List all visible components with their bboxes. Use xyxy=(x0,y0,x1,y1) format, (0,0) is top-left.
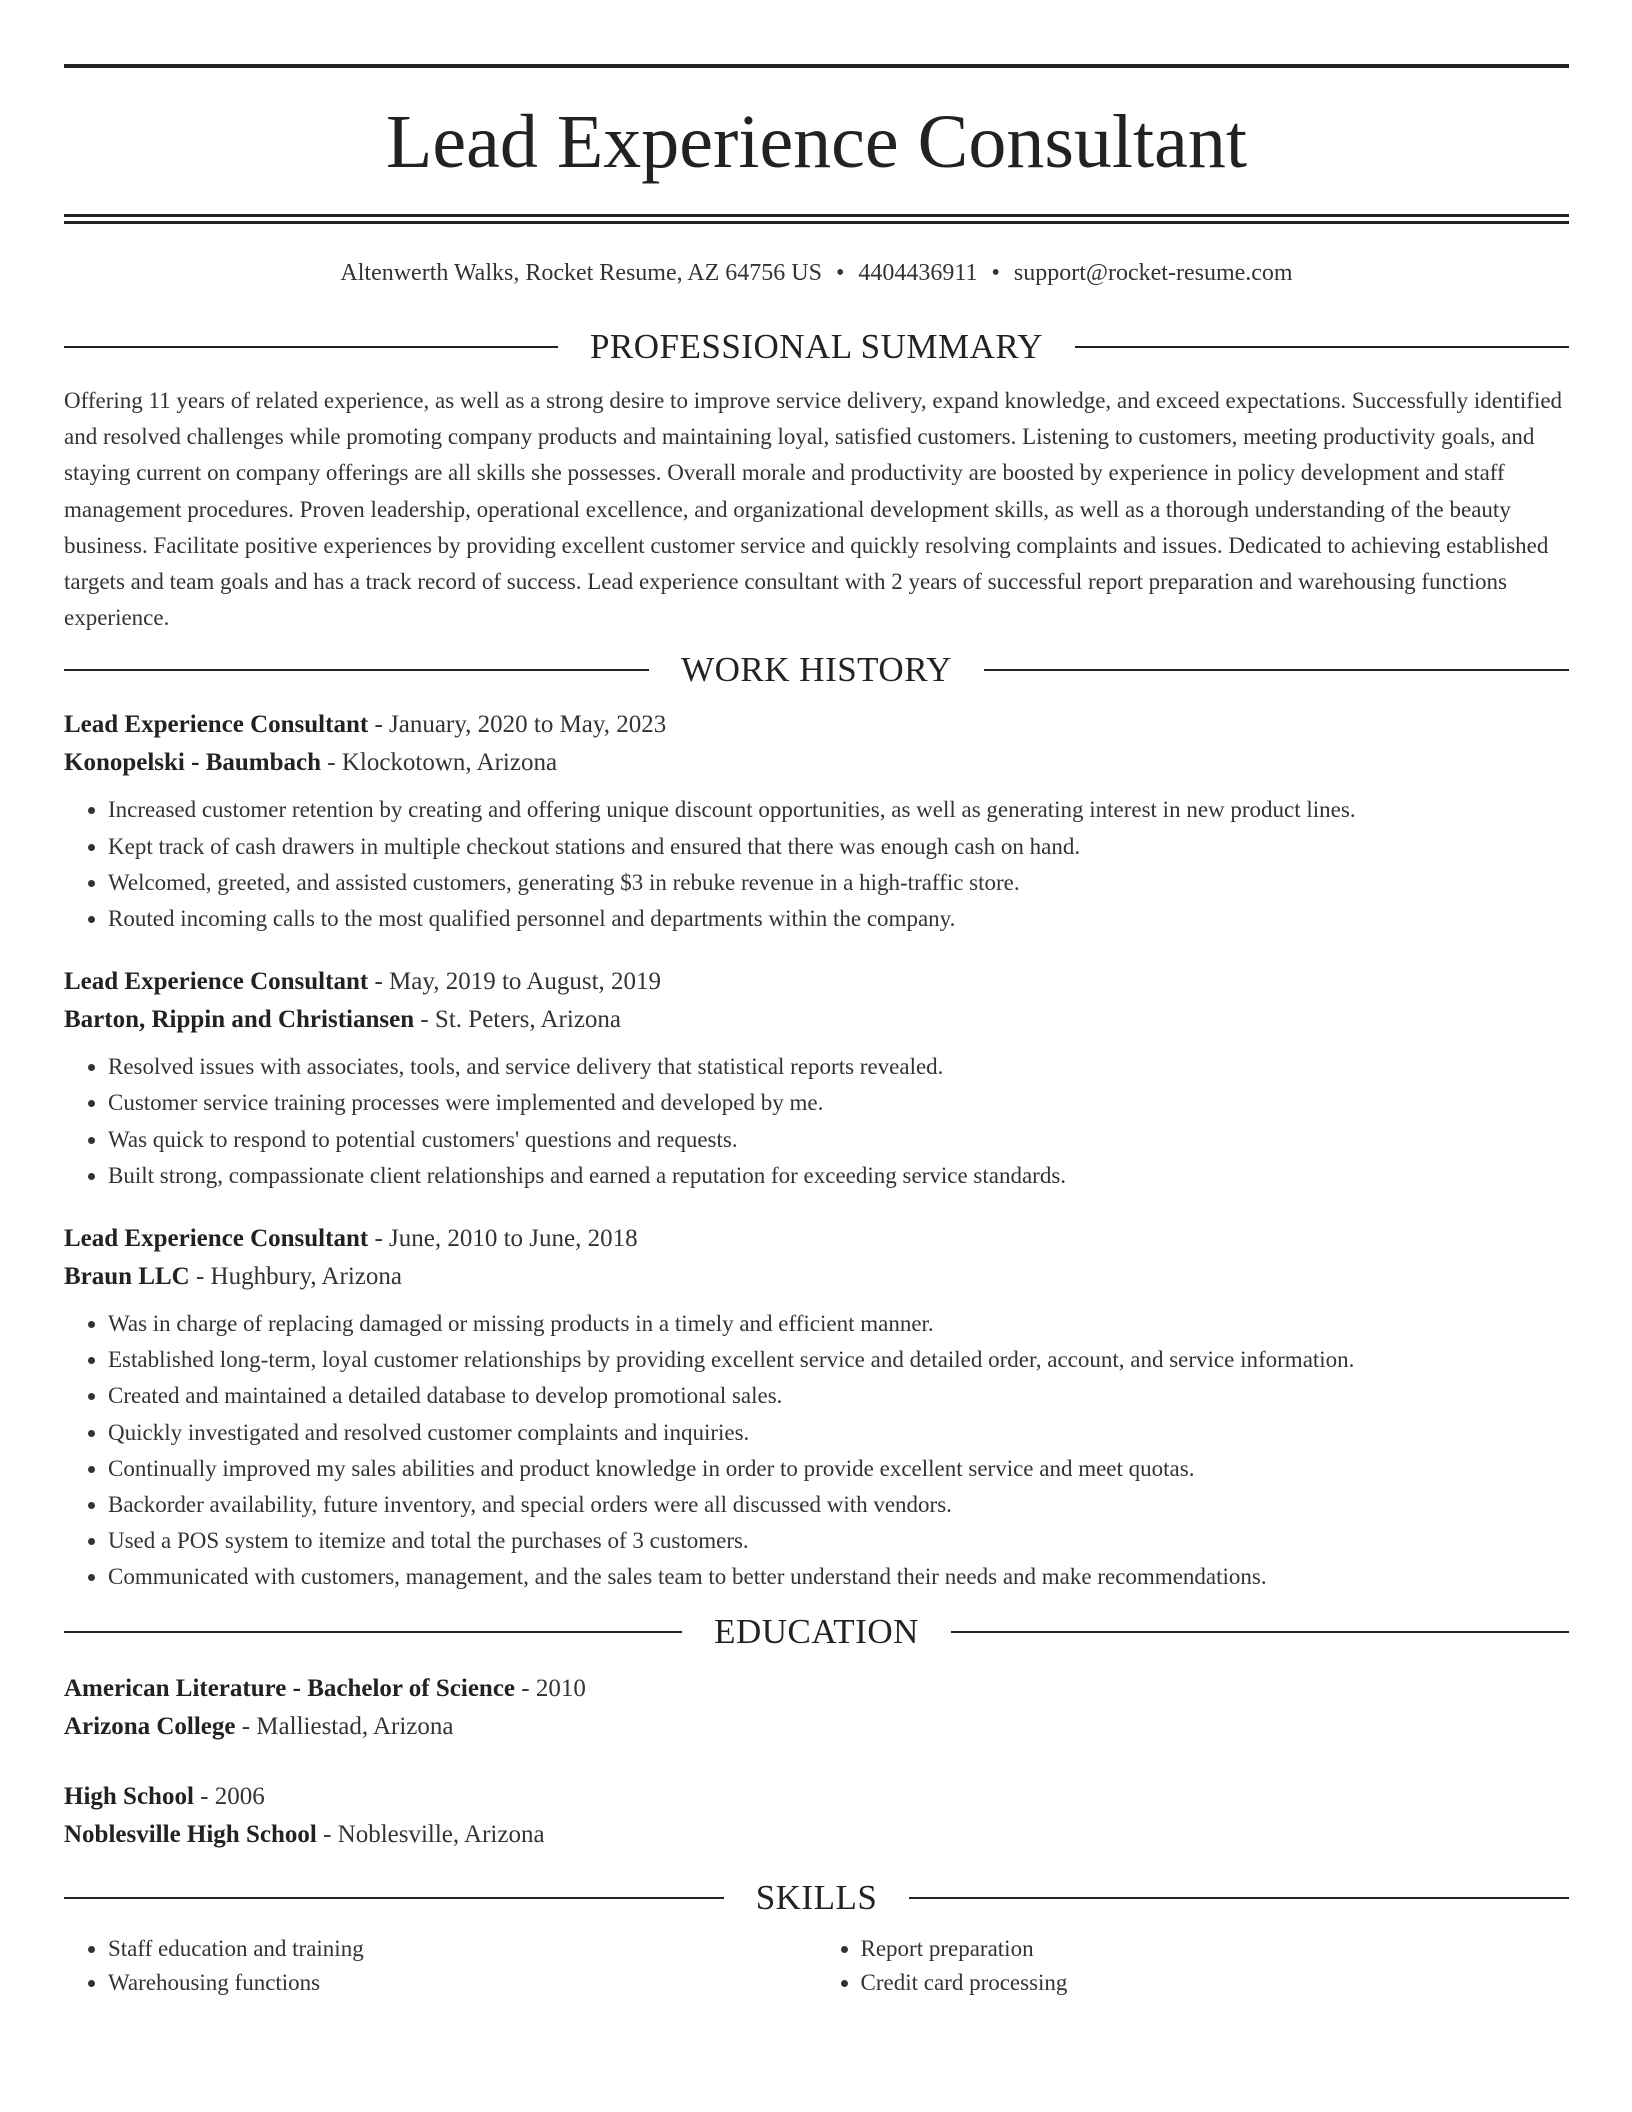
section-heading-education xyxy=(64,1610,1569,1654)
education-entry xyxy=(64,1778,1569,1854)
skills-list xyxy=(64,1932,1569,2000)
list-item: • Created and maintained a detailed database to develop promotional sales. xyxy=(108,1378,1569,1414)
job-company: Barton, Rippin and Christiansen xyxy=(64,1006,415,1034)
job-entry xyxy=(64,963,1569,1194)
list-item: • Backorder availability, future inventory, and special orders were all discussed with vendors. xyxy=(108,1487,1569,1523)
list-item: • Was quick to respond to potential customers' questions and requests. xyxy=(108,1122,1569,1158)
section-title: WORK HISTORY xyxy=(681,650,952,690)
section-heading-work xyxy=(64,648,1569,692)
list-item: • Staff education and training xyxy=(108,1932,817,1966)
list-item: • Quickly investigated and resolved customer complaints and inquiries. xyxy=(108,1415,1569,1451)
list-item: • Built strong, compassionate client relationships and earned a reputation for exceeding service standards. xyxy=(108,1158,1569,1194)
section-title: SKILLS xyxy=(755,1877,878,1917)
section-heading-skills xyxy=(64,1876,1569,1920)
job-company-line xyxy=(64,1001,1569,1039)
job-bullets xyxy=(64,792,1569,937)
candidate-name: Lead Experience Consultant xyxy=(385,100,1247,184)
job-location: - Hughbury, Arizona xyxy=(189,1263,402,1291)
job-title: Lead Experience Consultant xyxy=(64,968,369,996)
school-line xyxy=(64,1816,1569,1854)
contact-line xyxy=(64,260,1569,287)
job-title-line xyxy=(64,706,1569,744)
job-bullets xyxy=(64,1049,1569,1194)
job-company: Konopelski - Baumbach xyxy=(64,749,322,777)
job-bullets xyxy=(64,1306,1569,1596)
job-title-line xyxy=(64,1220,1569,1258)
job-dates: - June, 2010 to June, 2018 xyxy=(368,1225,638,1253)
heading-rule xyxy=(64,346,558,348)
job-company-line xyxy=(64,744,1569,782)
job-entry xyxy=(64,706,1569,937)
job-location: - Klockotown, Arizona xyxy=(321,749,558,777)
section-title: EDUCATION xyxy=(714,1611,919,1651)
list-item: • Established long-term, loyal customer relationships by providing excellent service and detailed order, account, and service information. xyxy=(108,1342,1569,1378)
degree-line xyxy=(64,1778,1569,1816)
double-rule xyxy=(64,214,1569,224)
heading-rule xyxy=(64,1897,724,1899)
list-item: • Was in charge of replacing damaged or missing products in a timely and efficient manner. xyxy=(108,1306,1569,1342)
job-company: Braun LLC xyxy=(64,1263,190,1291)
skills-column-right xyxy=(817,1932,1570,2000)
school: Arizona College xyxy=(64,1712,236,1740)
top-rule xyxy=(64,64,1569,68)
degree: High School xyxy=(64,1782,194,1810)
resume-content xyxy=(64,64,1569,2000)
heading-rule xyxy=(909,1897,1569,1899)
skills-column-left xyxy=(64,1932,817,2000)
job-entry xyxy=(64,1220,1569,1596)
list-item: • Credit card processing xyxy=(861,1966,1570,2000)
heading-rule xyxy=(64,669,649,671)
list-item: • Communicated with customers, management, and the sales team to better understand their needs and make recommendations. xyxy=(108,1559,1569,1595)
list-item: • Report preparation xyxy=(861,1932,1570,1966)
list-item: • Continually improved my sales abilities and product knowledge in order to provide excellent service and meet quotas. xyxy=(108,1451,1569,1487)
list-item: • Warehousing functions xyxy=(108,1966,817,2000)
list-item: • Kept track of cash drawers in multiple checkout stations and ensured that there was enough cash on hand. xyxy=(108,829,1569,865)
list-item: • Welcomed, greeted, and assisted customers, generating $3 in rebuke revenue in a high-traffic store. xyxy=(108,865,1569,901)
job-location: - St. Peters, Arizona xyxy=(414,1006,622,1034)
education-entry xyxy=(64,1670,1569,1746)
phone: 4404436911 xyxy=(858,260,978,286)
section-heading-summary xyxy=(64,325,1569,369)
list-item: • Increased customer retention by creating and offering unique discount opportunities, as well as generating interest in new product lines. xyxy=(108,792,1569,828)
list-item: • Routed incoming calls to the most qualified personnel and departments within the company. xyxy=(108,901,1569,937)
list-item: • Used a POS system to itemize and total the purchases of 3 customers. xyxy=(108,1523,1569,1559)
heading-rule xyxy=(1075,346,1569,348)
job-title-line xyxy=(64,963,1569,1001)
degree: American Literature - Bachelor of Science xyxy=(64,1674,516,1702)
school-location: - Noblesville, Arizona xyxy=(316,1820,545,1848)
school-line xyxy=(64,1708,1569,1746)
section-title: PROFESSIONAL SUMMARY xyxy=(589,327,1044,366)
heading-rule xyxy=(64,1631,682,1633)
school-location: - Malliestad, Arizona xyxy=(235,1712,454,1740)
school: Noblesville High School xyxy=(64,1820,317,1848)
heading-rule xyxy=(984,669,1569,671)
email: support@rocket-resume.com xyxy=(1013,260,1293,286)
job-dates: - January, 2020 to May, 2023 xyxy=(368,711,667,739)
summary-text: Offering 11 years of related experience, as well as a strong desire to improve service delivery, expand knowledge, and exceed expectations. Successfully identified and resolved challenges while promoting company products and maintaining loyal, satisfied customers. Listening to customers, meeting productivity goals, and staying current on company offerings are all skills she possesses. Overall morale and productivity are boosted by experience in policy development and staff management procedures. Proven leadership, operational excellence, and organizational development skills, as well as a thorough understanding of the beauty business. Facilitate positive experiences by providing excellent customer service and quickly resolving complaints and issues. Dedicated to achieving established targets and team goals and has a track record of success. Lead experience consultant with 2 years of successful report preparation and warehousing functions experience. xyxy=(64,388,1563,631)
separator-dot: • xyxy=(835,260,845,286)
job-title: Lead Experience Consultant xyxy=(64,1225,369,1253)
grad-year: - 2006 xyxy=(193,1782,265,1810)
job-title: Lead Experience Consultant xyxy=(64,711,369,739)
heading-rule xyxy=(951,1631,1569,1633)
list-item: • Resolved issues with associates, tools, and service delivery that statistical reports revealed. xyxy=(108,1049,1569,1085)
separator-dot: • xyxy=(991,260,1000,286)
degree-line xyxy=(64,1670,1569,1708)
job-company-line xyxy=(64,1258,1569,1296)
grad-year: - 2010 xyxy=(515,1674,586,1702)
list-item: • Customer service training processes were implemented and developed by me. xyxy=(108,1085,1569,1121)
address: Altenwerth Walks, Rocket Resume, AZ 64756 US xyxy=(340,260,822,286)
job-dates: - May, 2019 to August, 2019 xyxy=(368,968,662,996)
